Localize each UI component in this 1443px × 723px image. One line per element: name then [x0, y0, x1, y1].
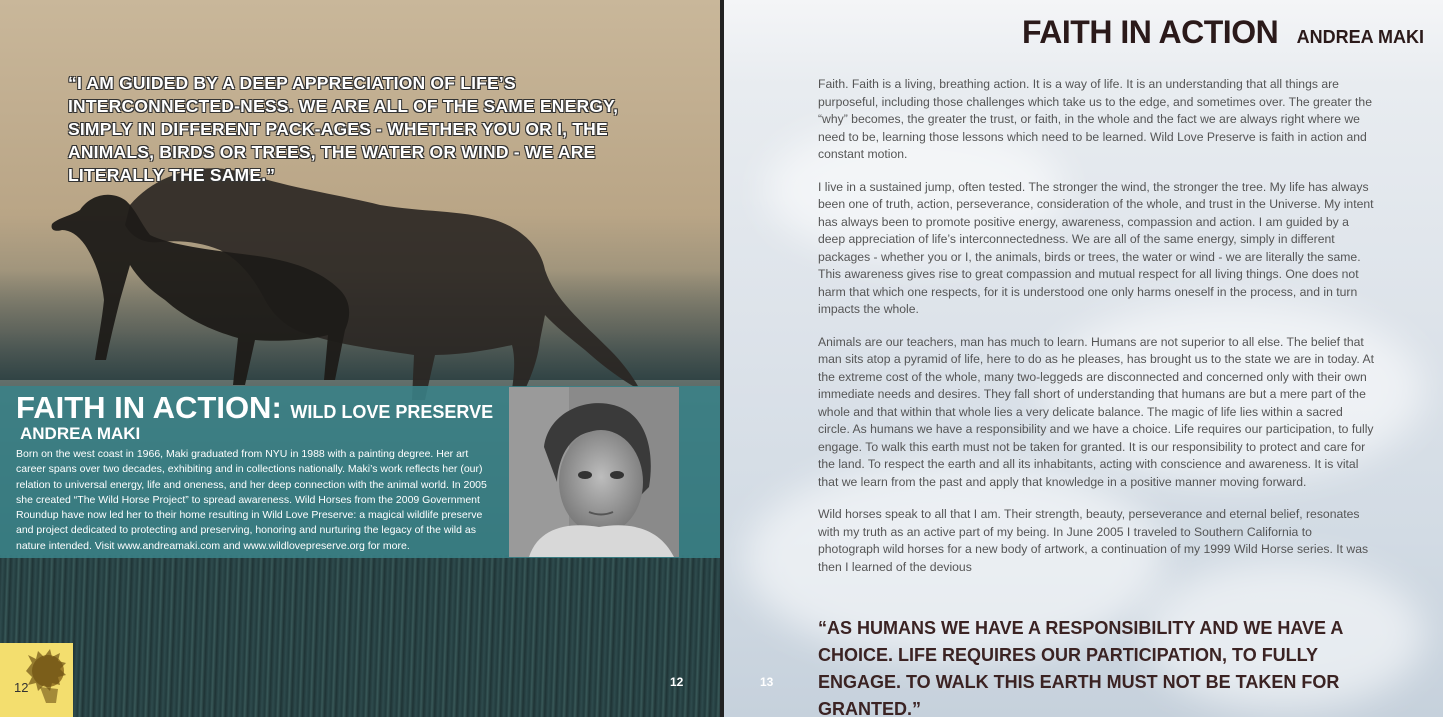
- article-body: [818, 76, 1374, 591]
- author-portrait-photo: [509, 387, 679, 557]
- body-paragraph: Wild horses speak to all that I am. Their strength, beauty, perseverance and eternal belief, resonates with my truth as an active part of my being. In June 2005 I traveled to Southern California to photograph wild horses for a new body of artwork, a continuation of my 1999 Wild Horse series. It was then I learned of the devious: [818, 507, 1369, 574]
- publication-logo: [0, 643, 73, 717]
- title-author: ANDREA MAKI: [1296, 27, 1424, 47]
- pull-quote-right: “AS HUMANS WE HAVE A RESPONSIBILITY AND WE HAVE A CHOICE. LIFE REQUIRES OUR PARTICIPATION, TO FULLY ENGAGE. TO WALK THIS EARTH MUST NOT BE TAKEN FOR GRANTED.”: [818, 618, 1343, 719]
- logo-page-number: 12: [14, 680, 29, 695]
- band-title: FAITH IN ACTION:: [16, 390, 282, 425]
- page-title: [1022, 14, 1424, 51]
- portrait-image: [509, 387, 679, 557]
- horses-silhouette-image: [40, 150, 660, 410]
- band-subtitle: WILD LOVE PRESERVE: [290, 402, 494, 422]
- page-number-right: 13: [760, 675, 774, 689]
- title-main: FAITH IN ACTION: [1022, 14, 1279, 50]
- lion-logo-icon: [0, 643, 73, 717]
- grass-foreground: [0, 555, 722, 717]
- author-bio: Born on the west coast in 1966, Maki graduated from NYU in 1988 with a painting degree. Her art career spans over two decades, exhibiting and in collections nationally. Maki’s work reflects her (our) relation to universal energy, life and oneness, and her deep connection with the animal world. In 2005 she created “The Wild Horse Project” to spread awareness. Wild Horses from the 2009 Government Roundup have now led her to their home resulting in Wild Love Preserve: a magical wildlife preserve and project dedicated to protecting and preserving, honoring and nurturing the legacy of the wild as nature intended. Visit www.andreamaki.com and www.wildlovepreserve.org for more.: [16, 448, 487, 552]
- pull-quote-left: “I AM GUIDED BY A DEEP APPRECIATION OF LIFE’S INTERCONNECTED-NESS. WE ARE ALL OF THE SAME ENERGY, SIMPLY IN DIFFERENT PACK-AGES - WHETHER YOU OR I, THE ANIMALS, BIRDS OR TREES, THE WATER OR WIND - WE ARE LITERALLY THE SAME.”: [68, 73, 619, 185]
- body-paragraph: Animals are our teachers, man has much to learn. Humans are not superior to all else. The belief that man sits atop a pyramid of life, here to do as he pleases, has brought us to the state we are in today. At the extreme cost of the whole, many two-leggeds are disconnected and concerned only with their own immediate needs and desires. They fall short of understanding that humans are but a mere part of the whole and that within that whole lies a very delicate balance. The magic of life lies within a sacred circle. As humans we have a responsibility and we have a choice. Life requires our participation, to fully engage. To walk this earth must not be taken for granted. It is our responsibility to protect and care for the land. To respect the earth and all its inhabitants, acting with conscience and awareness. It is vital that we learn from the past and apply that knowledge in a positive manner moving forward.: [818, 334, 1374, 489]
- page-number-left: 12: [670, 675, 684, 689]
- body-paragraph: Faith. Faith is a living, breathing action. It is a way of life. It is an understanding that all things are purposeful, including those challenges which take us to the edge, and sometimes over. The greater the “why” becomes, the greater the trust, or faith, in the whole and the fact we are always right where we need to be, learning those lessons which need to be learned. Wild Love Preserve is faith in action and constant motion.: [818, 77, 1372, 161]
- body-paragraph: I live in a sustained jump, often tested. The stronger the wind, the stronger the tree. My life has always been one of truth, action, perseverance, consideration of the whole, and trust in the Universe. My intent has always been to promote positive energy, awareness, compassion and action. I am guided by a deep appreciation of life’s interconnectedness. We are all of the same energy, simply in different packages - whether you or I, the animals, birds or trees, the water or wind - we are literally the same. This awareness gives rise to great compassion and mutual respect for all living things. One does not harm that which one respects, for it is understood one only harms oneself in the process, and in turn impacts the whole.: [818, 179, 1374, 316]
- band-author: ANDREA MAKI: [20, 424, 141, 443]
